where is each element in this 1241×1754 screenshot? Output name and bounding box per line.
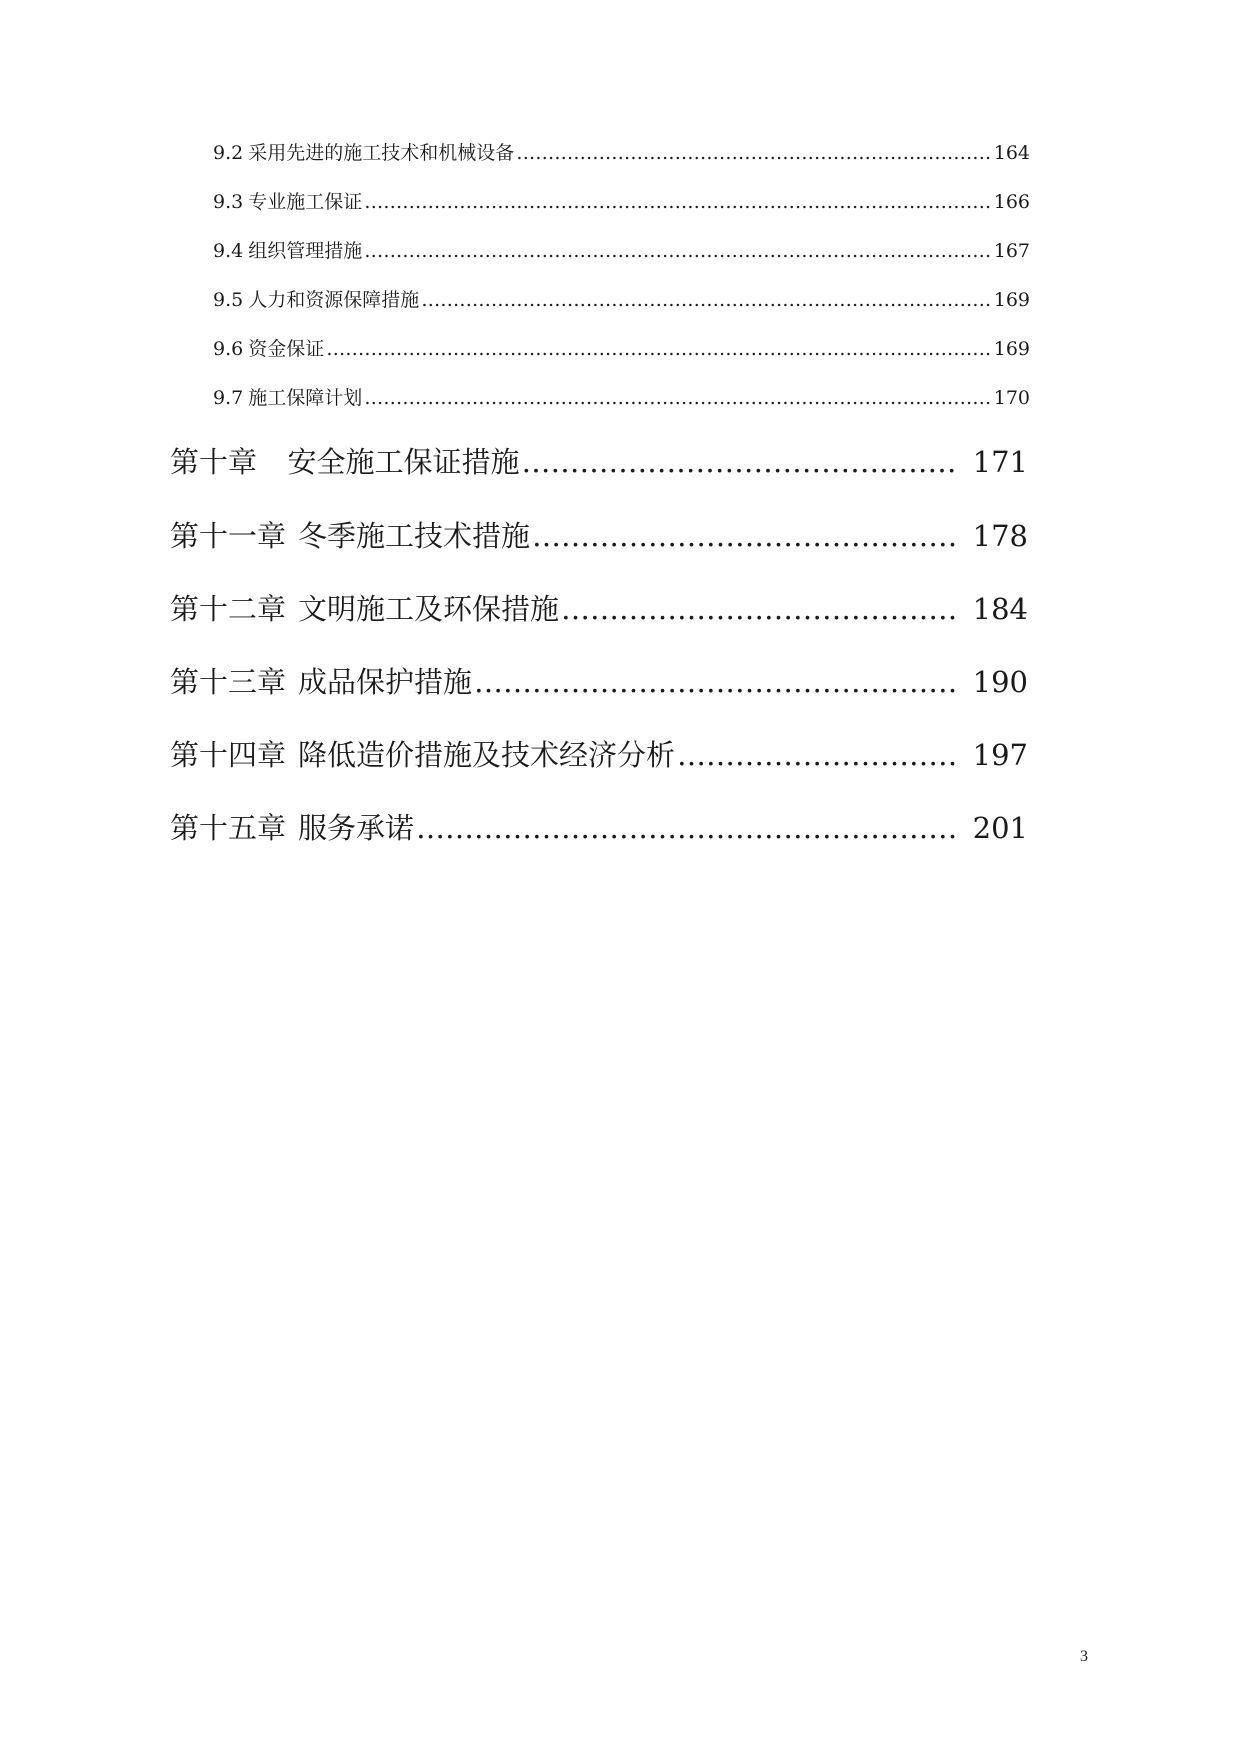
toc-dot-leader xyxy=(521,440,954,484)
toc-chapter-page: 197 xyxy=(972,738,1028,772)
toc-entry-title: 采用先进的施工技术和机械设备 xyxy=(248,142,515,164)
toc-entry-9-4[interactable] xyxy=(213,236,1030,266)
toc-chapter-13[interactable] xyxy=(170,660,1028,704)
toc-chapter-10[interactable] xyxy=(170,440,1028,484)
toc-entry-title: 人力和资源保障措施 xyxy=(248,289,420,311)
toc-entry-title: 施工保障计划 xyxy=(248,387,363,409)
toc-chapter-number: 第十二章 xyxy=(170,592,287,626)
toc-chapter-page: 178 xyxy=(972,519,1028,553)
toc-chapter-number: 第十章 xyxy=(170,445,276,479)
toc-entry-page: 170 xyxy=(993,387,1030,409)
toc-chapter-title: 冬季施工技术措施 xyxy=(298,519,531,553)
toc-chapter-14[interactable] xyxy=(170,733,1028,777)
toc-dot-leader xyxy=(416,806,955,850)
toc-entry-number: 9.4 xyxy=(213,240,244,262)
toc-entry-title: 资金保证 xyxy=(248,338,325,360)
page-number: 3 xyxy=(1080,1648,1088,1665)
toc-entry-number: 9.3 xyxy=(213,191,244,213)
toc-chapter-page: 171 xyxy=(972,445,1028,479)
toc-entry-page: 169 xyxy=(993,338,1030,360)
toc-dot-leader xyxy=(364,187,992,217)
toc-chapter-12[interactable] xyxy=(170,587,1028,631)
toc-entry-title: 组织管理措施 xyxy=(248,240,363,262)
toc-entry-page: 166 xyxy=(993,191,1030,213)
toc-dot-leader xyxy=(677,733,955,777)
toc-dot-leader xyxy=(516,138,992,168)
toc-entry-9-5[interactable] xyxy=(213,285,1030,315)
toc-dot-leader xyxy=(561,587,955,631)
toc-entry-number: 9.2 xyxy=(213,142,244,164)
toc-chapter-title: 服务承诺 xyxy=(298,811,415,845)
toc-chapter-page: 184 xyxy=(972,592,1028,626)
toc-chapter-number: 第十三章 xyxy=(170,665,287,699)
toc-dot-leader xyxy=(532,514,955,558)
toc-chapter-11[interactable] xyxy=(170,514,1028,558)
toc-entry-9-3[interactable] xyxy=(213,187,1030,217)
toc-chapter-number: 第十四章 xyxy=(170,738,287,772)
toc-entry-number: 9.6 xyxy=(213,338,244,360)
toc-chapter-title: 文明施工及环保措施 xyxy=(298,592,560,626)
toc-entry-title: 专业施工保证 xyxy=(248,191,363,213)
toc-chapter-title: 安全施工保证措施 xyxy=(287,445,520,479)
toc-entry-page: 164 xyxy=(993,142,1030,164)
toc-entry-number: 9.5 xyxy=(213,289,244,311)
toc-dot-leader xyxy=(474,660,955,704)
toc-chapter-page: 190 xyxy=(972,665,1028,699)
toc-entry-page: 167 xyxy=(993,240,1030,262)
toc-chapter-number: 第十五章 xyxy=(170,811,287,845)
toc-entry-number: 9.7 xyxy=(213,387,244,409)
toc-dot-leader xyxy=(421,285,992,315)
toc-dot-leader xyxy=(326,334,992,364)
toc-chapter-page: 201 xyxy=(972,811,1028,845)
toc-chapter-title: 降低造价措施及技术经济分析 xyxy=(298,738,676,772)
toc-entry-9-7[interactable] xyxy=(213,383,1030,413)
toc-dot-leader xyxy=(364,236,992,266)
toc-entry-9-6[interactable] xyxy=(213,334,1030,364)
toc-entry-9-2[interactable] xyxy=(213,138,1030,168)
toc-dot-leader xyxy=(364,383,992,413)
toc-chapter-15[interactable] xyxy=(170,806,1028,850)
toc-entry-page: 169 xyxy=(993,289,1030,311)
toc-chapter-number: 第十一章 xyxy=(170,519,287,553)
toc-chapter-title: 成品保护措施 xyxy=(298,665,473,699)
